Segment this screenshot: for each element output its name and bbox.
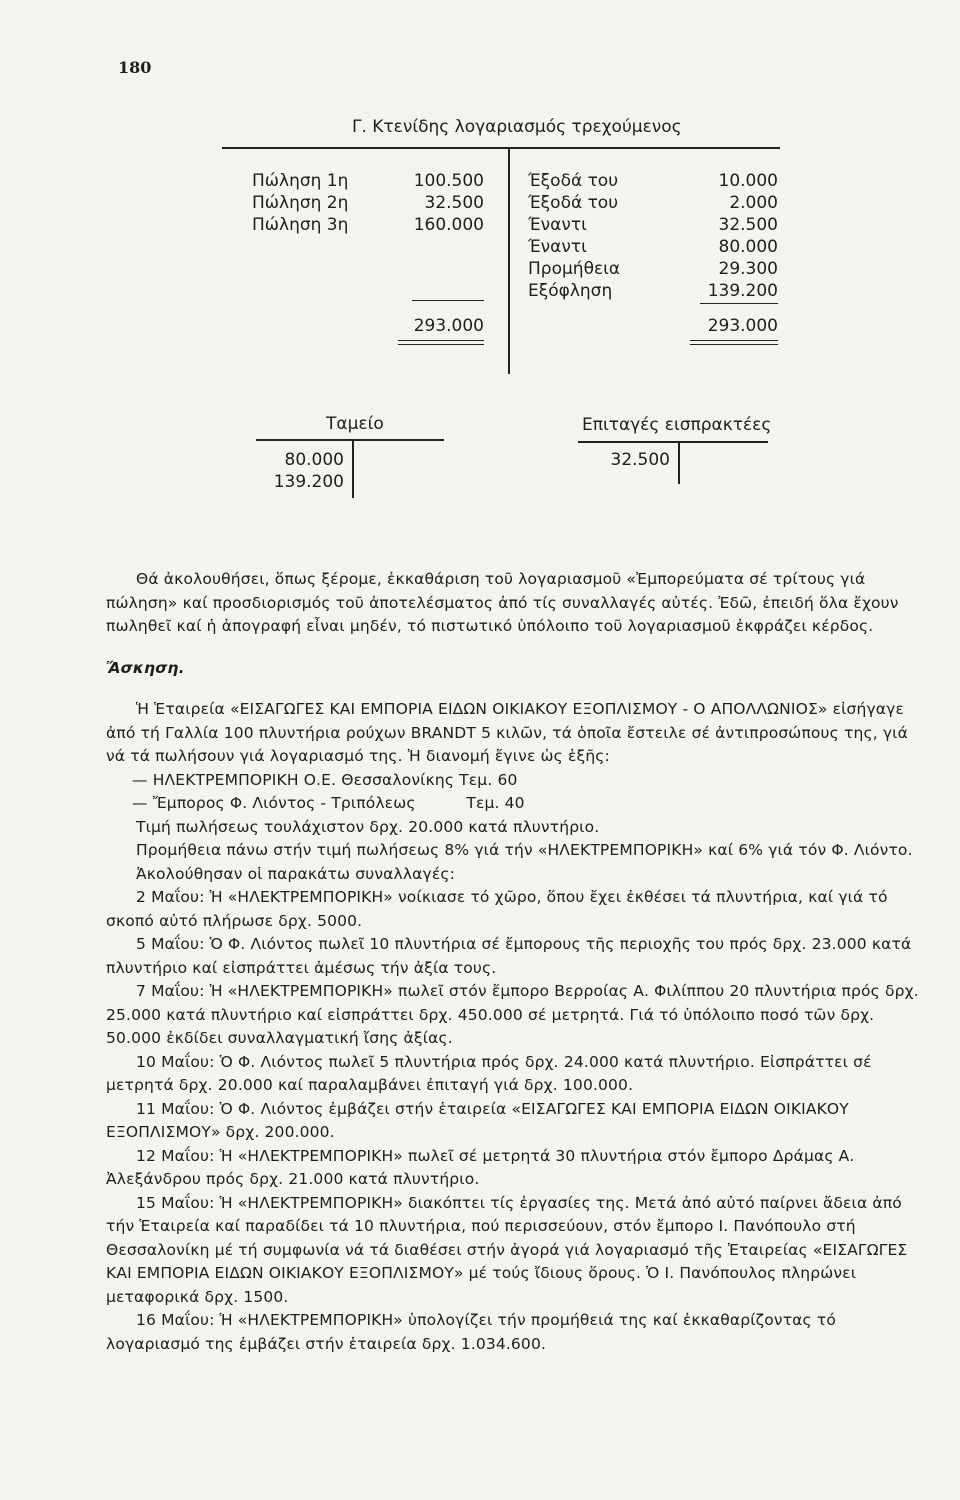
transaction-entry: 11 Μαΐου: Ὁ Φ. Λιόντος ἐμβάζει στήν ἑταιρεία «ΕΙΣΑΓΩΓΕΣ ΚΑΙ ΕΜΠΟΡΙΑ ΕΙΔΩΝ ΟΙΚΙΑΚΟΥ ΕΞΟΠΛΙΣΜΟΥ» δρχ. 200.000. xyxy=(106,1099,849,1141)
credit-amount: 139.200 xyxy=(707,281,778,301)
transaction-entry: 7 Μαΐου: Ἡ «ΗΛΕΚΤΡΕΜΠΟΡΙΚΗ» πωλεῖ στόν ἔμπορο Βερροίας Α. Φιλίππου 20 πλυντήρια πρός δρχ. 25.000 κατά πλυντήριο καί εἰσπράττει δρχ. 450.000 σέ μετρητά. Γιά τό ὑπόλοιπο ποσό τῶν δρχ. 50.000 ἐκδίδει συναλλαγματική ἴσης ἀξίας. xyxy=(106,982,919,1047)
transaction-entry: 16 Μαΐου: Ἡ «ΗΛΕΚΤΡΕΜΠΟΡΙΚΗ» ὑπολογίζει τήν προμήθειά της καί ἐκκαθαρίζοντας τό λογαριασμό της ἐμβάζει στήν ἑταιρεία δρχ. 1.034.600. xyxy=(106,1311,836,1353)
transaction-entry: 15 Μαΐου: Ἡ «ΗΛΕΚΤΡΕΜΠΟΡΙΚΗ» διακόπτει τίς ἐργασίες της. Μετά ἀπό αὐτό παίρνει ἄδεια ἀπό τήν Ἑταιρεία καί παραδίδει τά 10 πλυντήρια, πού περισσεύουν, στόν ἔμπορο Ι. Πανόπουλο στή Θεσσαλονίκη μέ τή συμφωνία νά τά διαθέσει στήν ἀγορά γιά λογαριασμό τῆς Ἑταιρείας «ΕΙΣΑΓΩΓΕΣ ΚΑΙ ΕΜΠΟΡΙΑ ΕΙΔΩΝ ΟΙΚΙΑΚΟΥ ΕΞΟΠΛΙΣΜΟΥ» μέ τούς ἴδιους ὅρους. Ὁ Ι. Πανόπουλος πληρώνει μεταφορικά δρχ. 1500. xyxy=(106,1193,908,1306)
distribution-item: — Ἔμπορος Φ. Λιόντος - Τριπόλεως Τεμ. 40 xyxy=(132,794,525,812)
credit-amount: 32.500 xyxy=(718,215,778,235)
transaction-entry: 12 Μαΐου: Ἡ «ΗΛΕΚΤΡΕΜΠΟΡΙΚΗ» πωλεῖ σέ μετρητά 30 πλυντήρια στόν ἔμπορο Δράμας Α. Ἀλεξάνδρου πρός δρχ. 21.000 κατά πλυντήριο. xyxy=(106,1146,855,1188)
credit-amount: 29.300 xyxy=(718,259,778,279)
exercise-intro: Ἡ Ἑταιρεία «ΕΙΣΑΓΩΓΕΣ ΚΑΙ ΕΜΠΟΡΙΑ ΕΙΔΩΝ ΟΙΚΙΑΚΟΥ ΕΞΟΠΛΙΣΜΟΥ - Ο ΑΠΟΛΛΩΝΙΟΣ» εἰσήγαγε ἀπό τή Γαλλία 100 πλυντήρια ρούχων BRANDT 5 κιλῶν, τά ὁποῖα ἔστειλε σέ ἀντιπροσώπους της, γιά νά τά πωλήσουν γιά λογαριασμό της. Ἡ διανομή ἔγινε ὡς ἑξῆς: xyxy=(106,700,908,765)
credit-label: Εξόφληση xyxy=(528,281,613,301)
cash-debit-amount: 139.200 xyxy=(273,472,344,492)
credit-label: Έναντι xyxy=(528,237,587,257)
debit-total-double-rule xyxy=(398,340,484,345)
bills-ledger-center-rule xyxy=(678,442,680,484)
body-text xyxy=(106,568,926,1356)
transaction-entry: 10 Μαΐου: Ὁ Φ. Λιόντος πωλεῖ 5 πλυντήρια πρός δρχ. 24.000 κατά πλυντήριο. Εἰσπράττει σέ μετρητά δρχ. 20.000 καί παραλαμβάνει ἐπιταγή γιά δρχ. 100.000. xyxy=(106,1052,872,1094)
debit-total: 293.000 xyxy=(413,316,484,336)
credit-amount: 10.000 xyxy=(718,171,778,191)
transaction-entry: 2 Μαΐου: Ἡ «ΗΛΕΚΤΡΕΜΠΟΡΙΚΗ» νοίκιασε τό χῶρο, ὅπου ἔχει ἐκθέσει τά πλυντήρια, καί γιά τό σκοπό αὐτό πλήρωσε δρχ. 5000. xyxy=(106,888,888,930)
credit-label: Έξοδά του xyxy=(528,171,619,191)
debit-sum-rule xyxy=(412,300,484,301)
credit-amount: 2.000 xyxy=(729,193,778,213)
transaction-entry: 5 Μαΐου: Ὁ Φ. Λιόντος πωλεῖ 10 πλυντήρια σέ ἔμπορους τῆς περιοχῆς του πρός δρχ. 23.000 κατά πλυντήριο καί εἰσπράττει ἀμέσως τήν ἀξία τους. xyxy=(106,935,912,977)
main-ledger-center-rule xyxy=(508,148,510,374)
exercise-heading: Ἄσκηση. xyxy=(106,658,185,677)
distribution-item: — ΗΛΕΚΤΡΕΜΠΟΡΙΚΗ Ο.Ε. Θεσσαλονίκης Τεμ. 60 xyxy=(132,770,518,789)
cash-debit-amount: 80.000 xyxy=(284,450,344,470)
debit-amount: 100.500 xyxy=(413,171,484,191)
commission-line: Προμήθεια πάνω στήν τιμή πωλήσεως 8% γιά τήν «ΗΛΕΚΤΡΕΜΠΟΡΙΚΗ» καί 6% γιά τόν Φ. Λιόντο. xyxy=(136,841,913,859)
debit-amount: 160.000 xyxy=(413,215,484,235)
explanation-paragraph: Θά ἀκολουθήσει, ὅπως ξέρομε, ἐκκαθάριση τοῦ λογαριασμοῦ «Ἐμπορεύματα σέ τρίτους γιά πώληση» καί προσδιορισμός τοῦ ἀποτελέσματος ἀπό τίς συναλλαγές αὐτές. Ἐδῶ, ἐπειδή ὅλα ἔχουν πωληθεῖ καί ἡ ἀπογραφή εἶναι μηδέν, τό πιστωτικό ὑπόλοιπο τοῦ λογαριασμοῦ ἐκφράζει κέρδος. xyxy=(106,570,899,635)
cash-ledger-center-rule xyxy=(352,440,354,498)
credit-sum-rule xyxy=(700,303,778,304)
debit-label: Πώληση 2η xyxy=(252,193,349,213)
debit-amount: 32.500 xyxy=(424,193,484,213)
price-line: Τιμή πωλήσεως τουλάχιστον δρχ. 20.000 κατά πλυντήριο. xyxy=(136,817,600,836)
credit-total-double-rule xyxy=(690,340,778,345)
cash-ledger-title: Ταμείο xyxy=(326,414,384,434)
debit-label: Πώληση 1η xyxy=(252,171,349,191)
credit-label: Έναντι xyxy=(528,215,587,235)
transactions-intro: Ἀκολούθησαν οἱ παρακάτω συναλλαγές: xyxy=(136,864,455,883)
bills-debit-amount: 32.500 xyxy=(610,450,670,470)
credit-label: Έξοδά του xyxy=(528,193,619,213)
credit-label: Προμήθεια xyxy=(528,259,621,279)
main-ledger-title: Γ. Κτενίδης λογαριασμός τρεχούμενος xyxy=(352,117,682,137)
bills-ledger-title: Επιταγές εισπρακτέες xyxy=(582,415,772,435)
credit-total: 293.000 xyxy=(707,316,778,336)
bills-ledger-top-rule xyxy=(578,441,768,443)
cash-ledger-top-rule xyxy=(256,439,444,441)
credit-amount: 80.000 xyxy=(718,237,778,257)
debit-label: Πώληση 3η xyxy=(252,215,349,235)
page-number: 180 xyxy=(118,58,152,77)
main-ledger-top-rule xyxy=(222,147,780,149)
